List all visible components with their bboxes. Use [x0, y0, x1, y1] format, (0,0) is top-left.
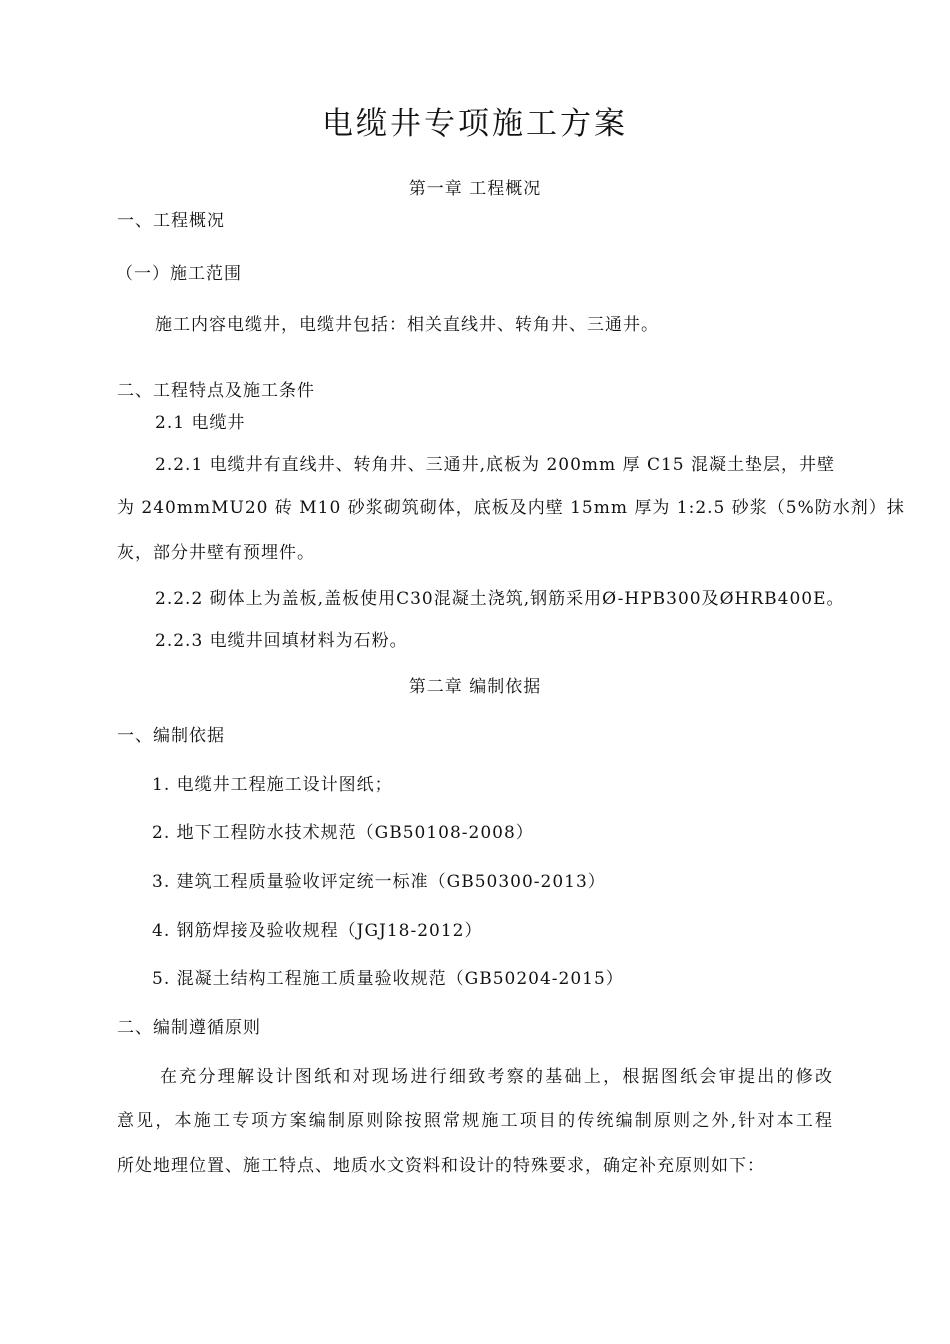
- paragraph-2-2-2: 2.2.2 砌体上为盖板,盖板使用C30混凝土浇筑,钢筋采用Ø-HPB300及ØHRB400E。: [155, 589, 845, 609]
- list-item: 3. 建筑工程质量验收评定统一标准（GB50300-2013）: [152, 872, 606, 892]
- paragraph-2-2-3: 2.2.3 电缆井回填材料为石粉。: [155, 631, 408, 651]
- page-title: 电缆井专项施工方案: [322, 106, 628, 142]
- section-heading-basis: 一、编制依据: [117, 726, 225, 746]
- chapter-2-heading: 第二章 编制依据: [408, 677, 542, 697]
- paragraph-2-2-1-line-1: 2.2.1 电缆井有直线井、转角井、三通井,底板为 200mm 厚 C15 混凝土垫层，井壁: [155, 455, 836, 475]
- section-heading-principles: 二、编制遵循原则: [117, 1018, 261, 1038]
- paragraph-principles-line-3: 所处地理位置、施工特点、地质水文资料和设计的特殊要求，确定补充原则如下：: [117, 1156, 765, 1176]
- list-item: 5. 混凝土结构工程施工质量验收规范（GB50204-2015）: [152, 969, 624, 989]
- paragraph-2-2-1-line-2: 为 240mmMU20 砖 M10 砂浆砌筑砌体，底板及内壁 15mm 厚为 1:2.5 砂浆（5%防水剂）抹: [117, 498, 905, 518]
- section-heading-features: 二、工程特点及施工条件: [117, 381, 315, 401]
- paragraph-principles-line-1: 在充分理解设计图纸和对现场进行细致考察的基础上，根据图纸会审提出的修改: [160, 1067, 833, 1087]
- subheading-2-1: 2.1 电缆井: [155, 413, 246, 433]
- subheading-scope: （一）施工范围: [116, 264, 242, 284]
- paragraph-principles-line-2: 意见，本施工专项方案编制原则除按照常规施工项目的传统编制原则之外,针对本工程: [117, 1111, 833, 1131]
- section-heading-overview: 一、工程概况: [117, 211, 225, 231]
- chapter-1-heading: 第一章 工程概况: [408, 179, 542, 199]
- list-item: 4. 钢筋焊接及验收规程（JGJ18-2012）: [152, 921, 483, 941]
- list-item: 1. 电缆井工程施工设计图纸；: [152, 775, 393, 795]
- list-item: 2. 地下工程防水技术规范（GB50108-2008）: [152, 823, 534, 843]
- paragraph-2-2-1-line-3: 灰，部分井壁有预埋件。: [117, 543, 315, 563]
- paragraph-scope: 施工内容电缆井，电缆井包括：相关直线井、转角井、三通井。: [155, 315, 659, 335]
